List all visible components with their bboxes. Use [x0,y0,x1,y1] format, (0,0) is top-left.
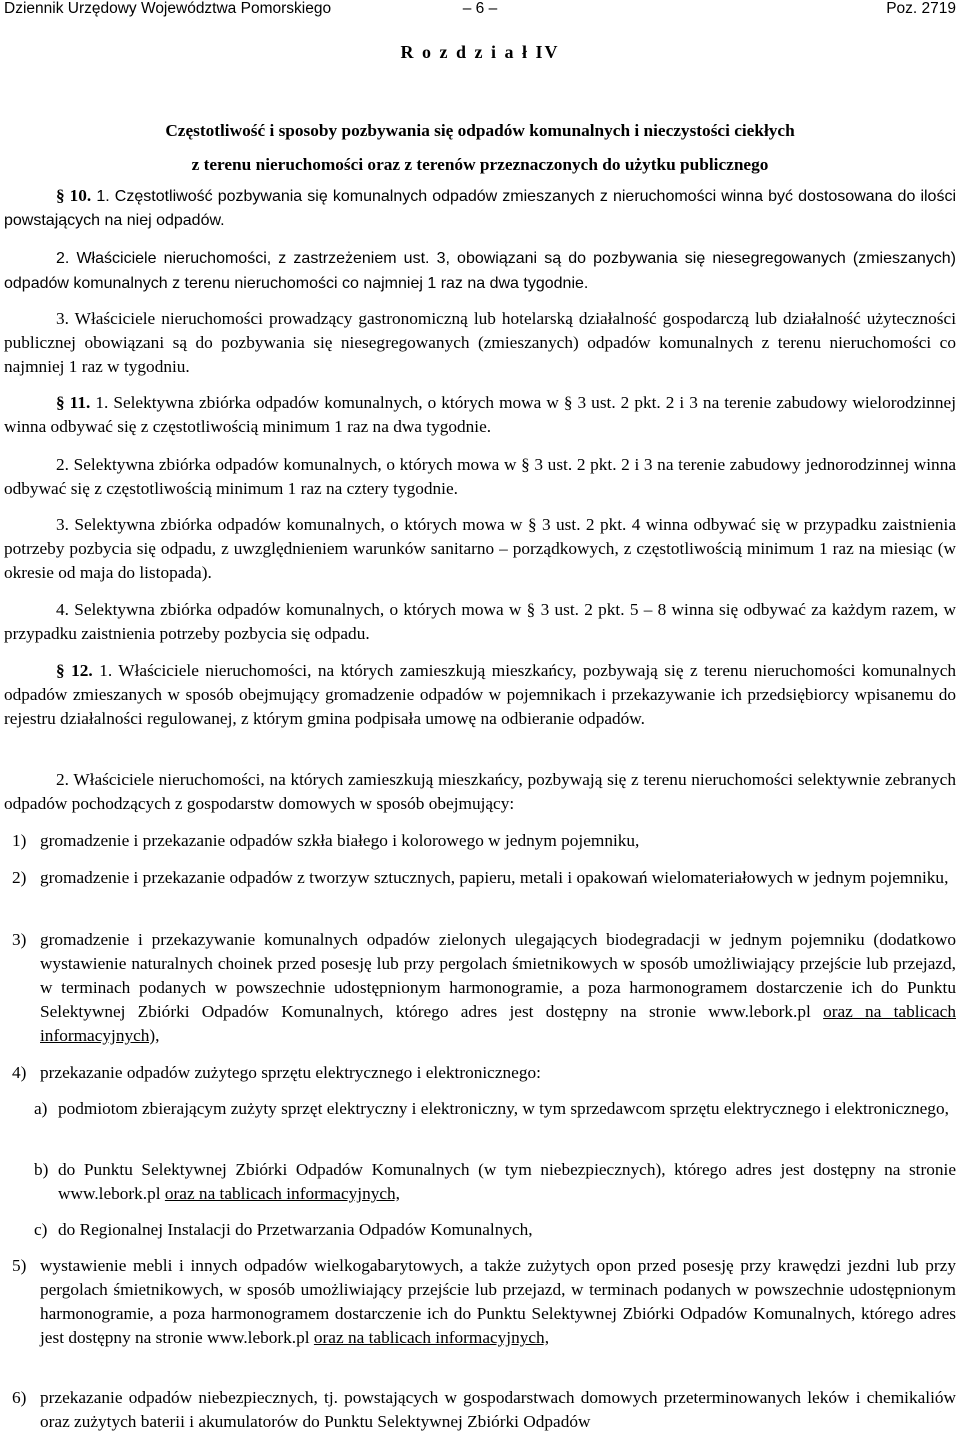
chapter-title-line-2: z terenu nieruchomości oraz z terenów przeznaczonych do użytku publicznego [191,155,769,174]
section-number: § 10. [56,186,92,205]
list-item [12,1061,956,1085]
s12-paragraph-2 [4,768,956,816]
section-number: § 12. [56,661,93,680]
list-item-text: gromadzenie i przekazanie odpadów z tworzyw sztucznych, papieru, metali i opakowań wielomateriałowych w jednym pojemniku, [40,868,949,887]
s11-p3-text: 3. Selektywna zbiórka odpadów komunalnych, o których mowa w § 3 ust. 2 pkt. 4 winna odbywać się w przypadku zaistnienia potrzeby pozbycia się odpadu, z uwzględnieniem warunków sanitarno – porządkowych, z częstotliwością minimum 1 raz na miesiąc (w okresie od maja do listopada). [4,515,956,582]
s11-paragraph-3 [4,513,956,585]
position-number: Poz. 2719 [886,0,956,17]
s10-p2-text-a: 2. Właściciele nieruchomości, z zastrzeżeniem ust. [56,250,430,267]
s11-p2-text: 2. Selektywna zbiórka odpadów komunalnych, o których mowa w § 3 ust. 2 pkt. 2 i 3 na terenie zabudowy jednorodzinnej winna odbywać się z częstotliwością minimum 1 raz na cztery tygodnie. [4,455,956,498]
s10-paragraph-1 [4,184,956,233]
chapter-title-line-1: Częstotliwość i sposoby pozbywania się odpadów komunalnych i nieczystości ciekłych [165,121,795,140]
section-number: § 11. [56,393,91,412]
s10-paragraph-2 [4,246,956,296]
s10-p3-text: 3. Właściciele nieruchomości prowadzący gastronomiczną lub hotelarską działalność gospodarczą lub działalność użyteczności publicznej obowiązani są do pozbywania się niesegregowanych (zmieszanych) odpadów komunalnych z terenu nieruchomości co najmniej 1 raz w tygodniu. [4,309,956,376]
list-item [12,829,956,853]
list-item-text: przekazanie odpadów zużytego sprzętu elektrycznego i elektronicznego: [40,1063,541,1082]
s11-paragraph-4 [4,598,956,646]
s12-p2-text: 2. Właściciele nieruchomości, na których zamieszkują mieszkańcy, pozbywają się z terenu nieruchomości selektywnie zebranych odpadów pochodzących z gospodarstw domowych w sposób obejmujący: [4,770,956,813]
list-item [12,1254,956,1350]
list-item-text: wystawienie mebli i innych odpadów wielkogabarytowych, a także zużytych opon przed posesję przy krawędzi jezdni lub przy pergolach śmietnikowych, w sposób umożliwiający przejście lub przejazd, w terminach podanych w powszechnie udostępnionym harmonogramie, a poza harmonogramem dostarczenie ich do Punktu Selektywnej Zbiórki Odpadów Komunalnych, którego adres jest dostępny na stronie www.lebork.pl [40,1256,956,1347]
list-item-text: przekazanie odpadów niebezpiecznych, tj. powstających w gospodarstwach domowych przeterminowanych leków i chemikaliów oraz zużytych baterii i akumulatorów do Punktu Selektywnej Zbiórki Odpadów [40,1388,956,1431]
sub-list-item-text: podmiotom zbierającym zużyty sprzęt elektryczny i elektroniczny, w tym sprzedawcom sprzętu elektrycznego i elektronicznego, [58,1099,949,1118]
s10-paragraph-3 [4,307,956,379]
s11-paragraph-2 [4,453,956,501]
sub-list-item [34,1097,956,1121]
list-item-label: 5) [12,1256,27,1275]
list-item-text: gromadzenie i przekazanie odpadów szkła białego i kolorowego w jednym pojemniku, [40,831,640,850]
journal-name: Dziennik Urzędowy Województwa Pomorskiego [4,0,332,17]
chapter-title [4,114,956,182]
list-item-label: 4) [12,1063,27,1082]
s12-p1-text: 1. Właściciele nieruchomości, na których zamieszkują mieszkańcy, pozbywają się z terenu nieruchomości komunalnych odpadów zmieszanych w sposób obejmujący gromadzenie odpadów w pojemnikach i przekazywanie ich przedsiębiorcy wpisanemu do rejestru działalności regulowanej, z którym gmina podpisała umowę na odbieranie odpadów. [4,661,957,728]
list-item [12,928,956,1048]
list-item-label: 2) [12,868,27,887]
list-item-label: 1) [12,831,27,850]
sub-list-item-text: do Punktu Selektywnej Zbiórki Odpadów Komunalnych (w tym niebezpiecznych), którego adres jest dostępny na stronie www.lebork.pl [58,1160,956,1203]
s10-p1-text: 1. Częstotliwość pozbywania się komunalnych odpadów zmieszanych z nieruchomości winna być dostosowana do ilości powstających na niej odpadów. [4,188,957,229]
s10-p2-text-b: 3, obowiązani są do pozbywania się niesegregowanych (zmieszanych) odpadów komunalnych z terenu nieruchomości co najmniej 1 raz na dwa tygodnie. [4,250,957,292]
list-item-label: 6) [12,1388,27,1407]
sub-list-item [34,1218,956,1242]
chapter-heading: R o z d z i a ł IV [400,42,560,62]
sub-list-item-label: a) [34,1099,48,1118]
s11-paragraph-1 [4,391,956,439]
list-item-label: 3) [12,930,27,949]
sub-list-item [34,1158,956,1206]
sub-list-item-text: do Regionalnej Instalacji do Przetwarzania Odpadów Komunalnych, [58,1220,533,1239]
s11-p4-text: 4. Selektywna zbiórka odpadów komunalnych, o których mowa w § 3 ust. 2 pkt. 5 – 8 winna się odbywać za każdym razem, w przypadku zaistnienia potrzeby pozbycia się odpadu. [4,600,956,643]
list-item [12,1386,956,1434]
sub-list-item-underlined: oraz na tablicach informacyjnych, [164,1184,400,1203]
s11-p1-text: 1. Selektywna zbiórka odpadów komunalnych, o których mowa w § 3 ust. 2 pkt. 2 i 3 na terenie zabudowy wielorodzinnej winna odbywać się z częstotliwością minimum 1 raz na dwa tygodnie. [4,393,956,436]
list-item-underlined: oraz na tablicach informacyjnych, [313,1328,550,1347]
list-item-underlined: oraz na tablicach informacyjnych), [40,1002,956,1045]
s12-paragraph-1 [4,659,956,731]
page-header [4,0,956,20]
sub-list-item-label: c) [34,1220,48,1239]
list-item [12,866,956,890]
page-number: – 6 – [462,0,498,17]
sub-list-item-label: b) [34,1160,49,1179]
list-item-text: gromadzenie i przekazywanie komunalnych odpadów zielonych ulegających biodegradacji w jednym pojemniku (dodatkowo wystawienie naturalnych choinek przed posesję lub przy pergolach śmietnikowych w sposób umożliwiający przejście lub przejazd, w terminach podanych w powszechnie udostępnionym harmonogramie, a poza harmonogramem dostarczenie ich do Punktu Selektywnej Zbiórki Odpadów Komunalnych, którego adres jest dostępny na stronie www.lebork.pl [40,930,956,1021]
